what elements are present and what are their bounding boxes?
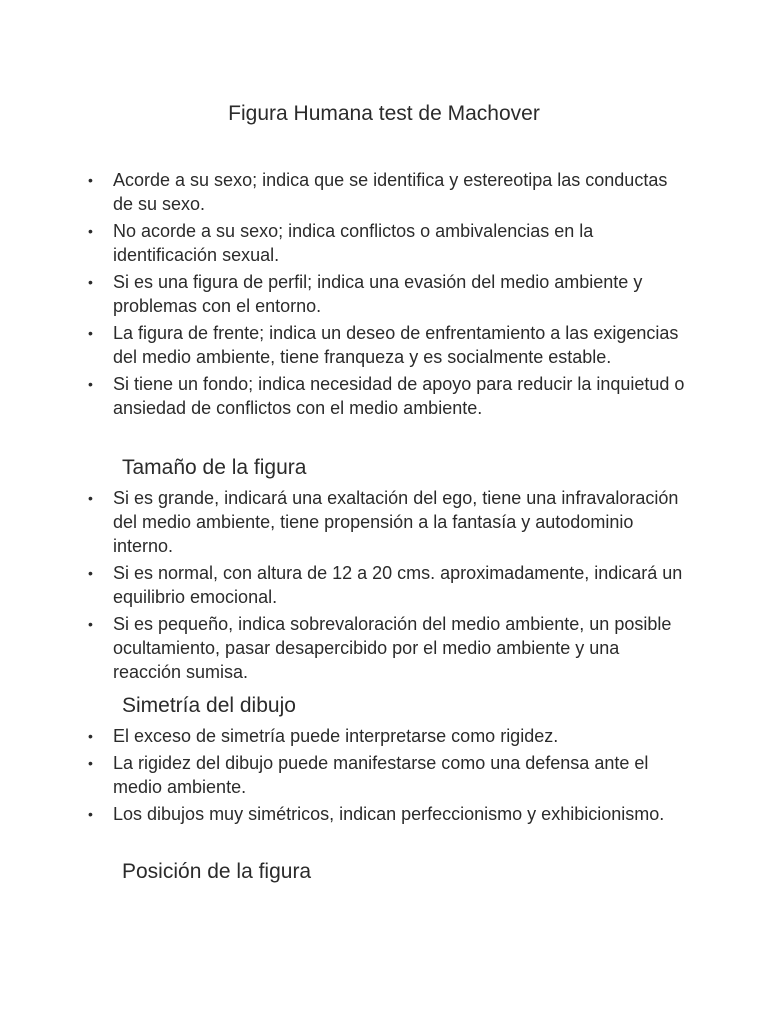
list-item-text: La rigidez del dibujo puede manifestarse como una defensa ante el medio ambiente. bbox=[113, 753, 649, 797]
bullet-icon: • bbox=[88, 172, 93, 188]
list-item-text: No acorde a su sexo; indica conflictos o ambivalencias en la identificación sexual. bbox=[113, 221, 594, 265]
list-item-text: Si es pequeño, indica sobrevaloración del medio ambiente, un posible ocultamiento, pasar desapercibido por el medio ambiente y una reacción sumisa. bbox=[113, 614, 672, 682]
list-item bbox=[86, 751, 686, 799]
list-item-text: Si es grande, indicará una exaltación del ego, tiene una infravaloración del medio ambiente, tiene propensión a la fantasía y autodominio interno. bbox=[113, 488, 679, 556]
size-bullet-list bbox=[86, 486, 686, 687]
intro-bullet-list bbox=[86, 168, 686, 423]
list-item-text: Si es normal, con altura de 12 a 20 cms. aproximadamente, indicará un equilibrio emocional. bbox=[113, 563, 683, 607]
list-item-text: Si es una figura de perfil; indica una evasión del medio ambiente y problemas con el entorno. bbox=[113, 272, 643, 316]
list-item-text: El exceso de simetría puede interpretarse como rigidez. bbox=[113, 726, 559, 746]
list-item-text: Los dibujos muy simétricos, indican perfeccionismo y exhibicionismo. bbox=[113, 804, 665, 824]
list-item-text: La figura de frente; indica un deseo de enfrentamiento a las exigencias del medio ambiente, tiene franqueza y es socialmente estable. bbox=[113, 323, 679, 367]
list-item-text: Acorde a su sexo; indica que se identifica y estereotipa las conductas de su sexo. bbox=[113, 170, 668, 214]
list-item bbox=[86, 612, 686, 684]
section-heading-position: Posición de la figura bbox=[122, 860, 312, 883]
bullet-icon: • bbox=[88, 223, 93, 239]
bullet-icon: • bbox=[88, 274, 93, 290]
list-item bbox=[86, 802, 686, 826]
bullet-icon: • bbox=[88, 325, 93, 341]
symmetry-bullet-list bbox=[86, 724, 686, 829]
list-item bbox=[86, 724, 686, 748]
bullet-icon: • bbox=[88, 376, 93, 392]
list-item-text: Si tiene un fondo; indica necesidad de apoyo para reducir la inquietud o ansiedad de conflictos con el medio ambiente. bbox=[113, 374, 685, 418]
list-item bbox=[86, 486, 686, 558]
bullet-icon: • bbox=[88, 565, 93, 581]
list-item bbox=[86, 372, 686, 420]
section-heading-size: Tamaño de la figura bbox=[122, 456, 307, 479]
list-item bbox=[86, 561, 686, 609]
list-item bbox=[86, 219, 686, 267]
bullet-icon: • bbox=[88, 728, 93, 744]
list-item bbox=[86, 168, 686, 216]
bullet-icon: • bbox=[88, 806, 93, 822]
bullet-icon: • bbox=[88, 755, 93, 771]
list-item bbox=[86, 270, 686, 318]
bullet-icon: • bbox=[88, 490, 93, 506]
document-title: Figura Humana test de Machover bbox=[228, 102, 540, 125]
bullet-icon: • bbox=[88, 616, 93, 632]
section-heading-symmetry: Simetría del dibujo bbox=[122, 694, 296, 717]
list-item bbox=[86, 321, 686, 369]
